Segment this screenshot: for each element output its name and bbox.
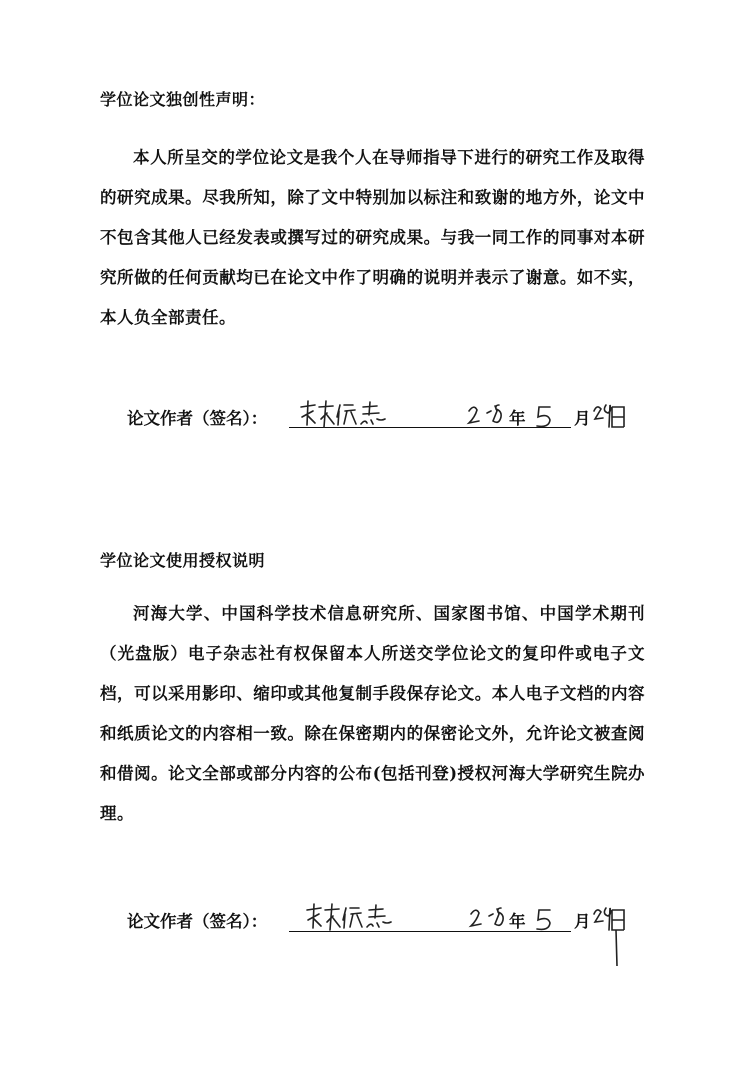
handwritten-signature xyxy=(299,900,409,934)
handwritten-month xyxy=(530,399,574,433)
originality-body: 本人所呈交的学位论文是我个人在导师指导下进行的研究工作及取得的研究成果。尽我所知，除了文中特别加以标注和致谢的地方外，论文中不包含其他人已经发表或撰写过的研究成果。与我一同工作的同事对本研究所做的任何贡献均已在论文中作了明确的说明并表示了谢意。如不实，本人负全部责任。 xyxy=(100,148,645,327)
handwritten-signature xyxy=(293,397,403,431)
authorization-title: 学位论文使用授权说明 xyxy=(100,551,266,570)
svg-text:日: 日 xyxy=(632,397,633,398)
svg-text:日: 日 xyxy=(632,900,633,901)
authorization-body: 河海大学、中国科学技术信息研究所、国家图书馆、中国学术期刊（光盘版）电子杂志社有权保留本人所送交学位论文的复印件或电子文档，可以采用影印、缩印或其他复制手段保存论文。本人电子文档的内容和纸质论文的内容相一致。除在保密期内的保密论文外，允许论文被查阅和借阅。论文全部或部分内容的公布(包括刊登)授权河海大学研究生院办理。 xyxy=(100,604,645,823)
date-month-char: 月 xyxy=(574,409,591,428)
originality-title: 学位论文独创性声明： xyxy=(100,90,266,109)
handwritten-day xyxy=(592,397,632,433)
originality-signature-row xyxy=(127,397,647,437)
handwritten-year xyxy=(465,397,511,431)
handwritten-year xyxy=(467,900,513,934)
date-month-char: 月 xyxy=(574,912,591,931)
authorization-signature-row xyxy=(127,900,647,940)
signature-label: 论文作者（签名）： xyxy=(127,912,268,931)
handwritten-month xyxy=(530,902,574,936)
date-year-char: 年 xyxy=(509,912,526,931)
date-year-char: 年 xyxy=(509,409,526,428)
handwritten-day xyxy=(592,900,632,970)
signature-label: 论文作者（签名）： xyxy=(127,409,268,428)
